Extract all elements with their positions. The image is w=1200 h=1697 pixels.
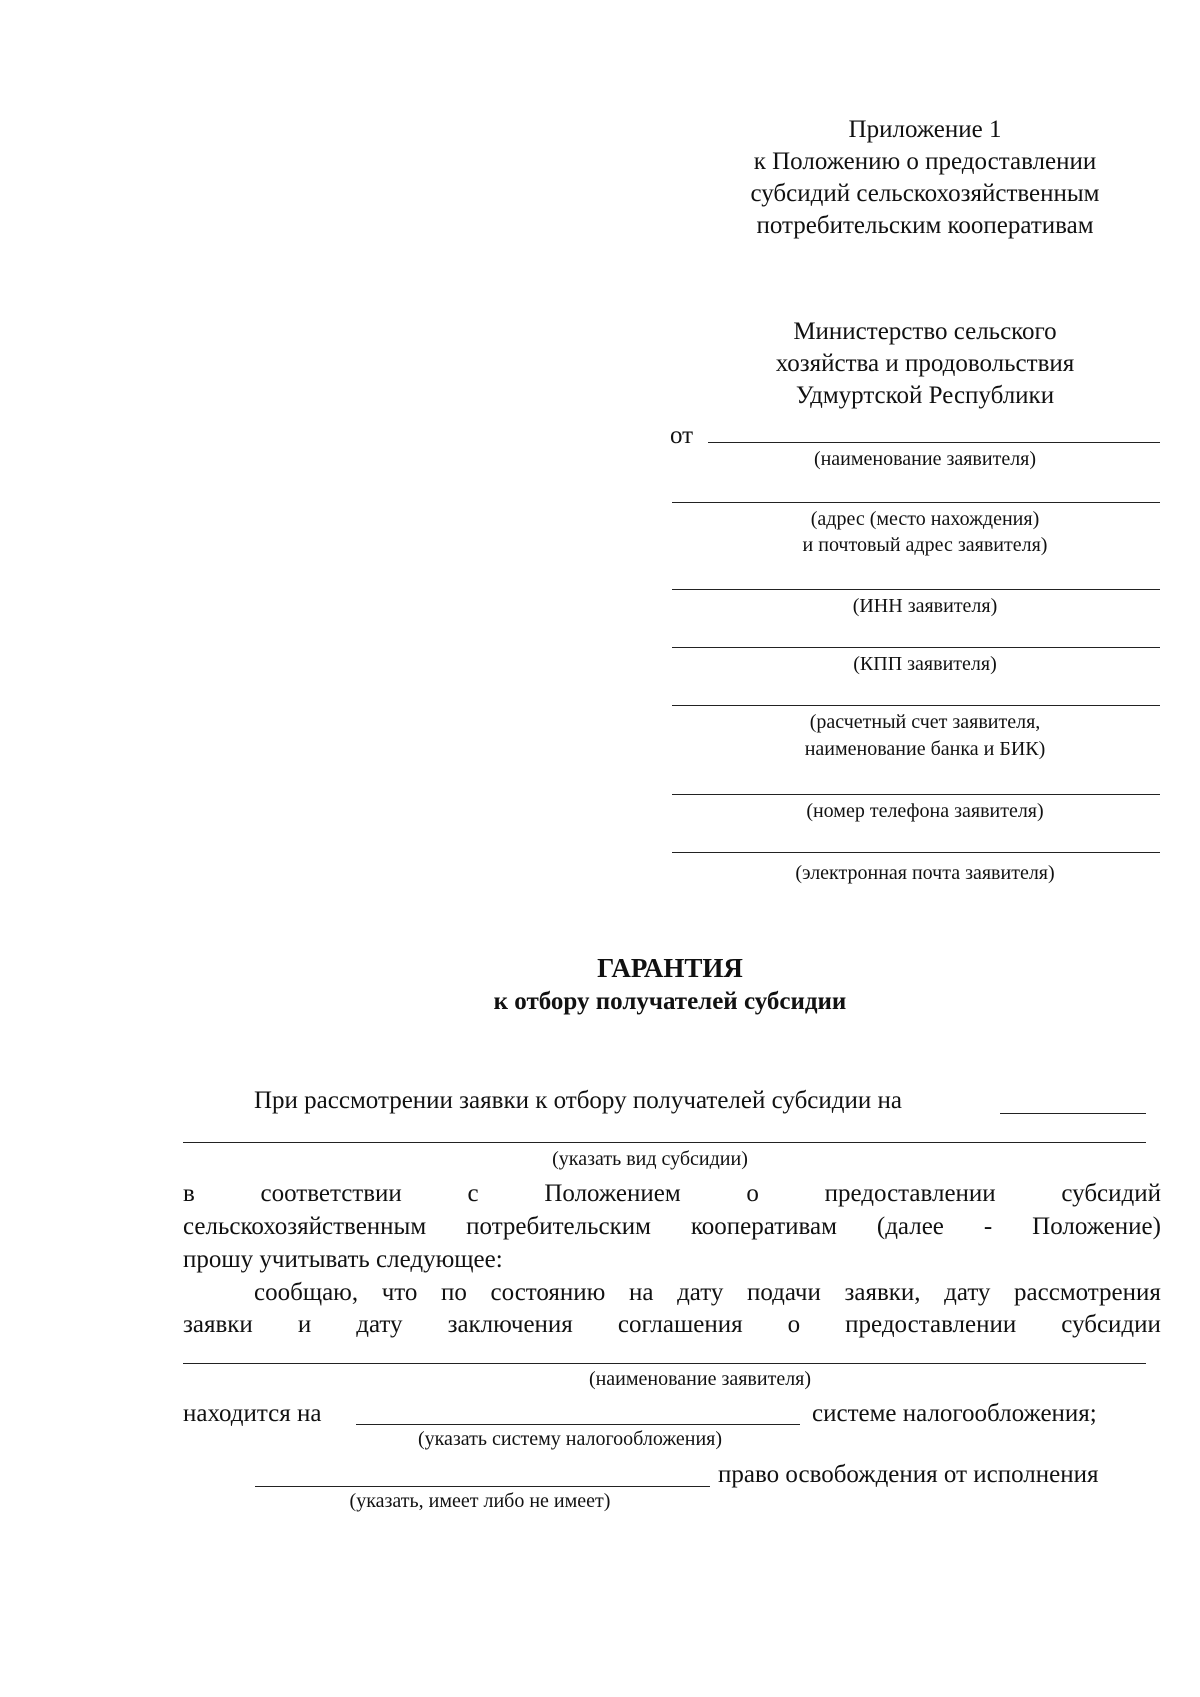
paragraph-line: заявки и дату заключения соглашения о предоставлении субсидии <box>183 1311 1161 1338</box>
applicant-account-field-line <box>672 705 1160 706</box>
exemption-caption: (указать, имеет либо не имеет) <box>349 1490 611 1512</box>
exemption-field-line <box>255 1486 710 1487</box>
document-subtitle: к отбору получателей субсидии <box>493 988 847 1015</box>
applicant-email-field-line <box>672 852 1160 853</box>
subsidy-type-field-line <box>1000 1113 1146 1114</box>
applicant-phone-caption: (номер телефона заявителя) <box>806 800 1044 822</box>
applicant-name-field-line <box>708 442 1160 443</box>
paragraph-text: При рассмотрении заявки к отбору получателей субсидии на <box>254 1087 902 1114</box>
addressee-line: Удмуртской Республики <box>795 382 1055 409</box>
addressee-line: Министерство сельского <box>793 318 1057 345</box>
applicant-account-caption: наименование банка и БИК) <box>804 738 1046 760</box>
appendix-number: Приложение 1 <box>848 116 1002 143</box>
subsidy-type-field-line <box>183 1142 1146 1143</box>
paragraph-line: сообщаю, что по состоянию на дату подачи заявки, дату рассмотрения <box>254 1279 1161 1306</box>
applicant-name-caption: (наименование заявителя) <box>588 1368 812 1390</box>
applicant-address-caption: (адрес (место нахождения) <box>810 508 1040 530</box>
paragraph-line: прошу учитывать следующее: <box>183 1246 503 1273</box>
applicant-name-caption: (наименование заявителя) <box>813 448 1037 470</box>
tax-system-prefix: находится на <box>183 1400 322 1427</box>
applicant-phone-field-line <box>672 794 1160 795</box>
tax-system-caption: (указать систему налогообложения) <box>417 1428 723 1450</box>
from-label: от <box>670 422 694 449</box>
tax-system-field-line <box>356 1424 800 1425</box>
addressee-block <box>690 316 1160 412</box>
paragraph-line: в соответствии с Положением о предоставлении субсидий <box>183 1180 1161 1207</box>
subsidy-type-caption: (указать вид субсидии) <box>552 1148 748 1170</box>
applicant-name-field-line <box>183 1363 1146 1364</box>
applicant-inn-caption: (ИНН заявителя) <box>852 595 998 617</box>
applicant-email-caption: (электронная почта заявителя) <box>795 862 1055 884</box>
document-title: ГАРАНТИЯ <box>597 953 743 983</box>
applicant-kpp-caption: (КПП заявителя) <box>853 653 997 675</box>
appendix-regulation-line: к Положению о предоставлении <box>753 148 1097 175</box>
paragraph-line: сельскохозяйственным потребительским кооперативам (далее - Положение) <box>183 1213 1161 1240</box>
appendix-regulation-line: субсидий сельскохозяйственным <box>750 180 1100 207</box>
addressee-line: хозяйства и продовольствия <box>775 350 1075 377</box>
applicant-inn-field-line <box>672 589 1160 590</box>
exemption-suffix: право освобождения от исполнения <box>718 1461 1099 1488</box>
applicant-address-field-line <box>672 502 1160 503</box>
applicant-account-caption: (расчетный счет заявителя, <box>809 711 1041 733</box>
applicant-kpp-field-line <box>672 647 1160 648</box>
appendix-regulation-line: потребительским кооперативам <box>756 212 1094 239</box>
appendix-block <box>690 114 1160 242</box>
applicant-address-caption: и почтовый адрес заявителя) <box>802 534 1048 556</box>
tax-system-suffix: системе налогообложения; <box>812 1400 1097 1427</box>
